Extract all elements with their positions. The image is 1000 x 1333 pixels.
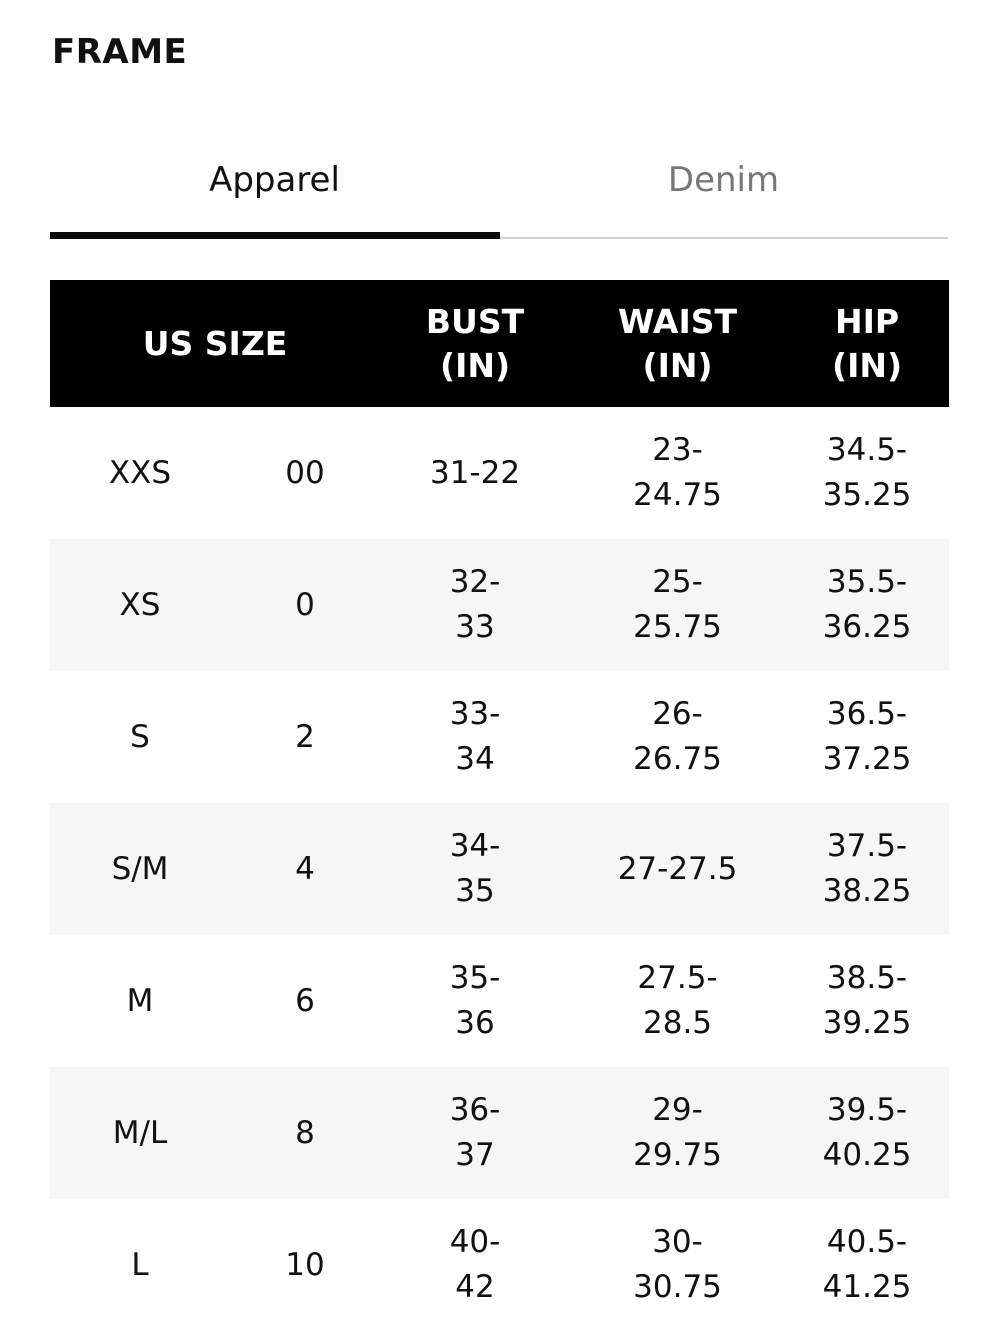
cell-hip bbox=[785, 671, 949, 803]
cell-hip-line: 39.25 bbox=[822, 1005, 912, 1041]
cell-size: XS bbox=[119, 586, 161, 623]
header-hip bbox=[785, 280, 949, 407]
tab-denim[interactable]: Denim bbox=[667, 160, 780, 200]
table-row bbox=[50, 671, 949, 803]
cell-waist bbox=[570, 539, 785, 671]
header-line: (IN) bbox=[642, 345, 713, 385]
cell-waist bbox=[570, 1067, 785, 1199]
cell-size: L bbox=[131, 1246, 149, 1283]
cell-bust-line: 37 bbox=[455, 1137, 495, 1173]
cell-bust-line: 35 bbox=[455, 873, 495, 909]
table-header-row bbox=[50, 280, 949, 407]
cell-us-size: 0 bbox=[295, 586, 315, 623]
cell-size: S bbox=[130, 718, 150, 755]
cell-bust bbox=[380, 1199, 570, 1331]
cell-bust bbox=[380, 935, 570, 1067]
cell-size: XXS bbox=[108, 454, 172, 491]
cell-waist-line: 29- bbox=[652, 1092, 703, 1128]
cell-bust-line: 35- bbox=[449, 960, 501, 996]
cell-waist-line: 26.75 bbox=[633, 741, 722, 777]
cell-bust-line: 33- bbox=[449, 696, 501, 732]
cell-hip-line: 35.5- bbox=[826, 564, 908, 600]
cell-waist bbox=[570, 671, 785, 803]
cell-bust-line: 33 bbox=[455, 609, 495, 645]
cell-size: S/M bbox=[111, 850, 169, 887]
cell-waist-line: 23- bbox=[652, 432, 703, 468]
cell-bust bbox=[380, 803, 570, 935]
cell-us-size: 10 bbox=[285, 1246, 325, 1283]
cell-waist-line: 26- bbox=[652, 696, 703, 732]
header-line: US SIZE bbox=[142, 323, 288, 363]
table-row bbox=[50, 935, 949, 1067]
cell-waist-line: 28.5 bbox=[643, 1005, 713, 1041]
cell-bust-line: 31-22 bbox=[429, 454, 521, 491]
cell-hip-line: 36.25 bbox=[822, 609, 912, 645]
cell-hip bbox=[785, 407, 949, 539]
cell-hip bbox=[785, 935, 949, 1067]
cell-bust-line: 36 bbox=[455, 1005, 495, 1041]
cell-bust-line: 32- bbox=[449, 564, 501, 600]
cell-hip-line: 38.25 bbox=[822, 873, 912, 909]
cell-hip-line: 37.25 bbox=[822, 741, 912, 777]
cell-hip-line: 40.5- bbox=[826, 1224, 908, 1260]
header-line: (IN) bbox=[831, 345, 903, 385]
cell-hip-line: 38.5- bbox=[826, 960, 908, 996]
cell-hip-line: 41.25 bbox=[822, 1269, 912, 1305]
cell-hip-line: 40.25 bbox=[822, 1137, 912, 1173]
brand-logo: FRAME bbox=[52, 32, 188, 72]
cell-hip bbox=[785, 1067, 949, 1199]
cell-bust-line: 34- bbox=[449, 828, 501, 864]
cell-bust bbox=[380, 539, 570, 671]
cell-us-size: 4 bbox=[295, 850, 315, 887]
table-body bbox=[50, 407, 949, 1331]
table-row bbox=[50, 539, 949, 671]
cell-hip-line: 34.5- bbox=[826, 432, 908, 468]
cell-hip-line: 36.5- bbox=[826, 696, 908, 732]
cell-us-size: 2 bbox=[295, 718, 315, 755]
cell-hip-line: 37.5- bbox=[826, 828, 908, 864]
cell-waist-line: 27-27.5 bbox=[617, 850, 738, 887]
cell-size: M bbox=[126, 982, 154, 1019]
table-row bbox=[50, 407, 949, 539]
header-line: (IN) bbox=[439, 345, 511, 385]
cell-waist-line: 30- bbox=[652, 1224, 703, 1260]
header-line: WAIST bbox=[618, 301, 738, 341]
size-chart-tabs bbox=[50, 130, 948, 240]
cell-hip-line: 39.5- bbox=[826, 1092, 908, 1128]
cell-waist-line: 27.5- bbox=[637, 960, 718, 996]
cell-bust-line: 34 bbox=[455, 741, 495, 777]
header-waist bbox=[570, 280, 785, 407]
cell-us-size: 00 bbox=[285, 454, 325, 491]
cell-hip-line: 35.25 bbox=[822, 477, 912, 513]
cell-size: M/L bbox=[112, 1114, 168, 1151]
header-us-size bbox=[50, 280, 380, 407]
header-bust bbox=[380, 280, 570, 407]
cell-waist-line: 30.75 bbox=[633, 1269, 722, 1305]
cell-bust-line: 36- bbox=[449, 1092, 501, 1128]
cell-waist-line: 24.75 bbox=[633, 477, 722, 513]
cell-waist bbox=[570, 407, 785, 539]
cell-us-size: 8 bbox=[295, 1114, 315, 1151]
cell-waist-line: 29.75 bbox=[633, 1137, 722, 1173]
cell-waist bbox=[570, 1199, 785, 1331]
size-chart-table bbox=[50, 280, 949, 1331]
cell-waist-line: 25.75 bbox=[633, 609, 722, 645]
table-row bbox=[50, 803, 949, 935]
cell-waist-line: 25- bbox=[652, 564, 703, 600]
header-line: BUST bbox=[425, 301, 525, 341]
cell-bust bbox=[380, 671, 570, 803]
cell-waist bbox=[570, 803, 785, 935]
cell-waist bbox=[570, 935, 785, 1067]
header-line: HIP bbox=[834, 301, 900, 341]
cell-bust bbox=[380, 1067, 570, 1199]
cell-us-size: 6 bbox=[295, 982, 315, 1019]
table-row bbox=[50, 1199, 949, 1331]
cell-hip bbox=[785, 539, 949, 671]
active-tab-indicator bbox=[50, 232, 500, 239]
cell-bust-line: 40- bbox=[449, 1224, 501, 1260]
tab-apparel[interactable]: Apparel bbox=[209, 160, 340, 200]
cell-hip bbox=[785, 1199, 949, 1331]
cell-bust-line: 42 bbox=[455, 1269, 495, 1305]
cell-bust bbox=[380, 407, 570, 539]
cell-hip bbox=[785, 803, 949, 935]
table-row bbox=[50, 1067, 949, 1199]
